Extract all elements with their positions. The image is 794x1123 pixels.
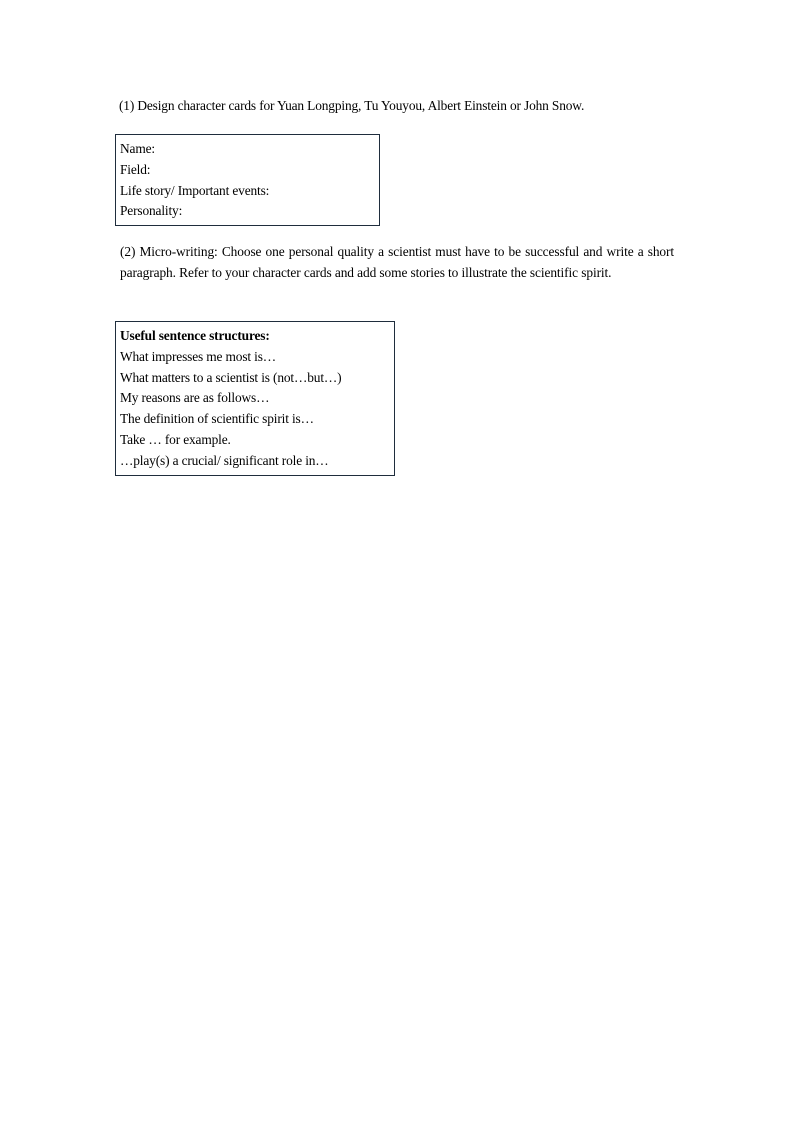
task-2-instruction: (2) Micro-writing: Choose one personal quality a scientist must have to be successful and write a short paragraph. Refer to your character cards and add some stories to illustrate the scientific spirit. bbox=[120, 244, 674, 280]
structure-item: The definition of scientific spirit is… bbox=[120, 411, 314, 427]
card-field-life-story: Life story/ Important events: bbox=[120, 182, 270, 198]
character-card-box bbox=[115, 134, 380, 226]
structure-item: Take … for example. bbox=[120, 431, 231, 447]
sentence-structures-box bbox=[115, 321, 395, 476]
card-field-personality: Personality: bbox=[120, 203, 183, 219]
card-field-field: Field: bbox=[120, 161, 151, 177]
structure-item: …play(s) a crucial/ significant role in… bbox=[120, 452, 329, 468]
structure-item: What impresses me most is… bbox=[120, 348, 277, 364]
task-1-instruction: (1) Design character cards for Yuan Longping, Tu Youyou, Albert Einstein or John Snow. bbox=[119, 98, 585, 113]
structures-heading: Useful sentence structures: bbox=[120, 328, 270, 343]
card-field-name: Name: bbox=[120, 141, 155, 156]
structure-item: My reasons are as follows… bbox=[120, 390, 270, 406]
structure-item: What matters to a scientist is (not…but…) bbox=[120, 369, 342, 385]
